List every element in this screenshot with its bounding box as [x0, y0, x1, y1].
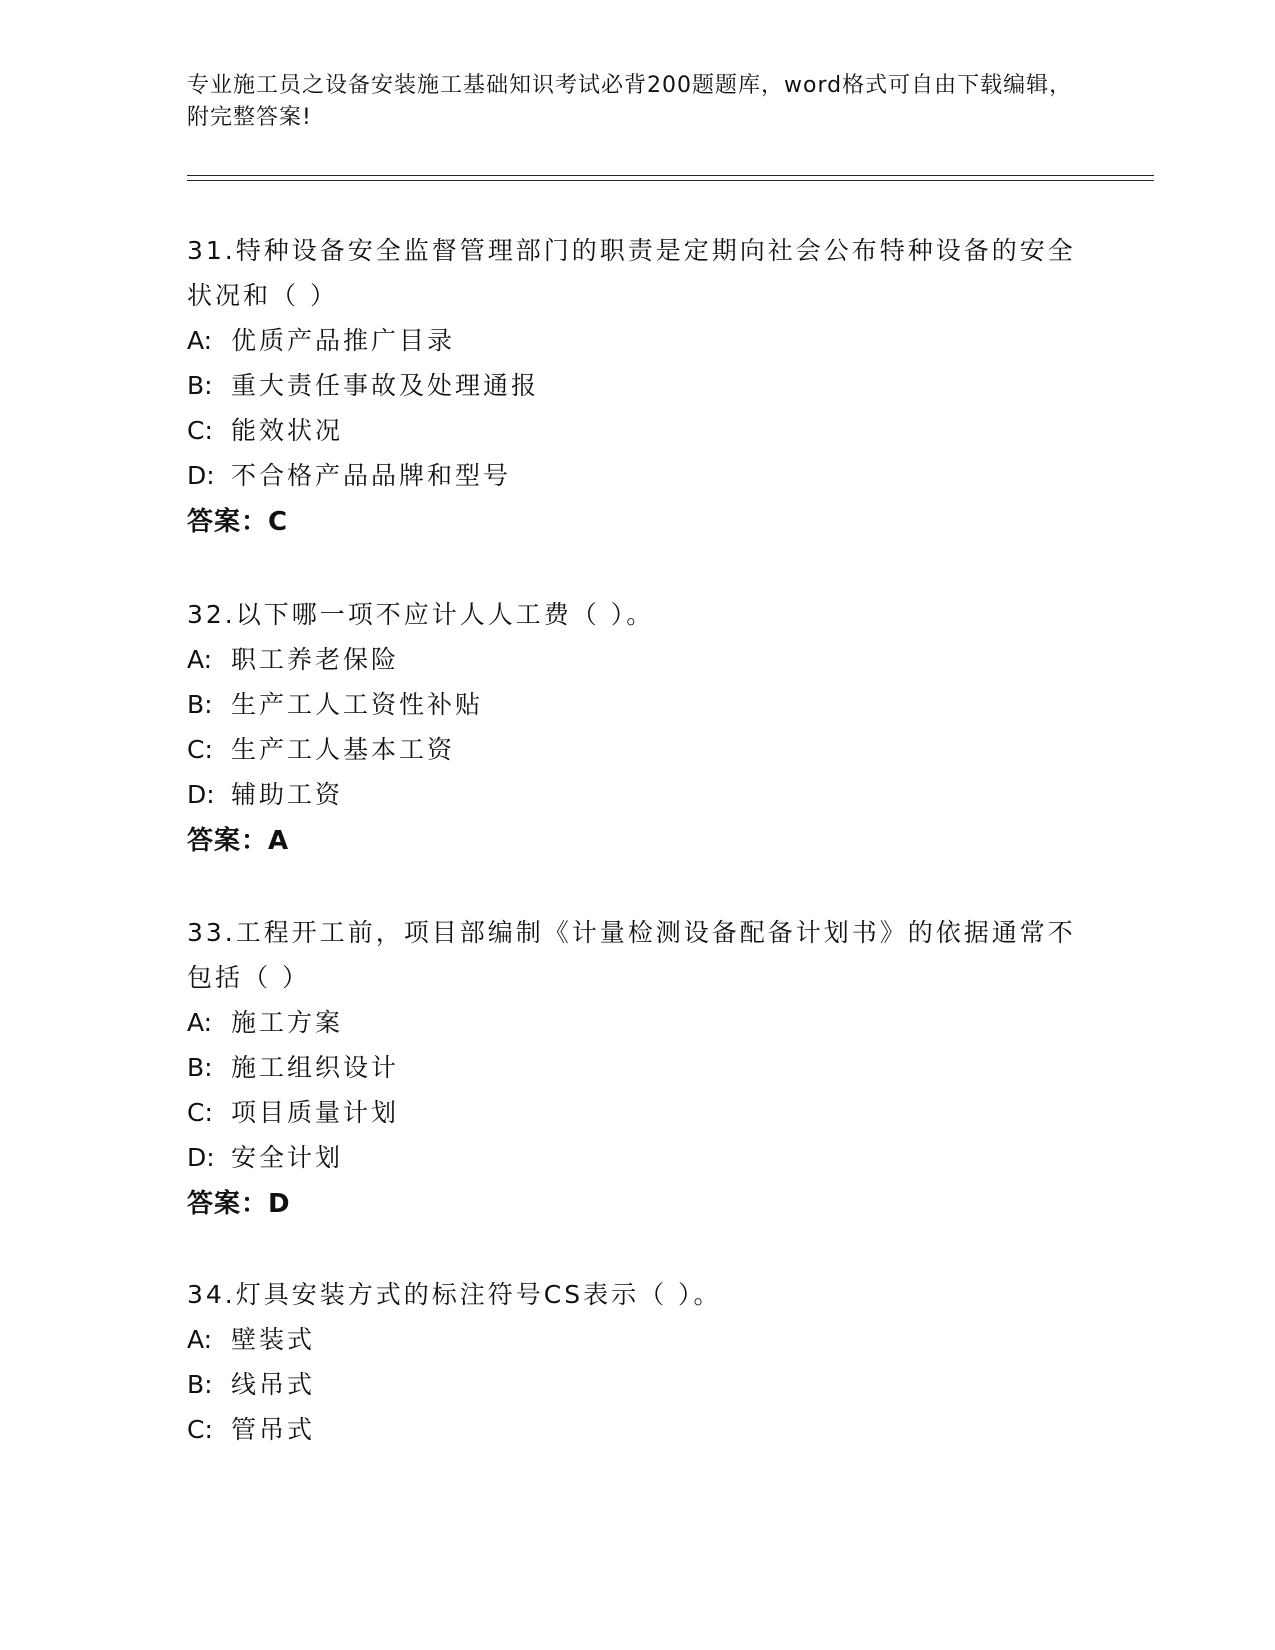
option-text: 生产工人工资性补贴 [231, 690, 484, 719]
option-text: 线吊式 [231, 1370, 316, 1399]
option-letter: A: [187, 1325, 213, 1354]
option-letter: B: [187, 1053, 213, 1082]
option-letter: B: [187, 690, 213, 719]
question-stem: 31.特种设备安全监督管理部门的职责是定期向社会公布特种设备的安全状况和（ ） [187, 236, 1076, 310]
option-b [187, 682, 1087, 727]
option-text: 职工养老保险 [231, 645, 400, 674]
question-stem: 34.灯具安装方式的标注符号CS表示（ ）。 [187, 1280, 722, 1309]
option-letter: C: [187, 735, 213, 764]
question-34 [187, 1272, 1087, 1452]
option-letter: C: [187, 1098, 213, 1127]
answer: 答案：C [187, 507, 289, 537]
option-c [187, 727, 1087, 772]
question-33 [187, 910, 1087, 1228]
option-text: 重大责任事故及处理通报 [231, 371, 540, 400]
option-a [187, 1317, 1087, 1362]
option-d [187, 1135, 1087, 1180]
option-text: 能效状况 [231, 416, 344, 445]
option-letter: C: [187, 1415, 213, 1444]
option-text: 优质产品推广目录 [231, 326, 456, 355]
option-letter: D: [187, 1143, 215, 1172]
option-text: 生产工人基本工资 [231, 735, 456, 764]
answer: 答案：A [187, 826, 290, 856]
option-a [187, 1000, 1087, 1045]
option-letter: D: [187, 461, 215, 490]
header-divider-bottom [187, 180, 1154, 181]
answer: 答案：D [187, 1189, 291, 1219]
option-text: 壁装式 [231, 1325, 316, 1354]
option-letter: D: [187, 780, 215, 809]
option-d [187, 453, 1087, 498]
question-32 [187, 592, 1087, 865]
option-a [187, 637, 1087, 682]
option-letter: B: [187, 1370, 213, 1399]
option-text: 管吊式 [231, 1415, 316, 1444]
question-31 [187, 228, 1087, 546]
question-stem: 32.以下哪一项不应计人人工费（ ）。 [187, 600, 655, 629]
option-c [187, 1407, 1087, 1452]
option-b [187, 1362, 1087, 1407]
option-letter: A: [187, 645, 213, 674]
option-text: 施工方案 [231, 1008, 344, 1037]
option-letter: A: [187, 1008, 213, 1037]
option-letter: A: [187, 326, 213, 355]
question-stem: 33.工程开工前，项目部编制《计量检测设备配备计划书》的依据通常不包括（ ） [187, 918, 1076, 992]
option-a [187, 318, 1087, 363]
option-text: 辅助工资 [231, 780, 344, 809]
option-c [187, 1090, 1087, 1135]
option-b [187, 363, 1087, 408]
option-d [187, 772, 1087, 817]
option-b [187, 1045, 1087, 1090]
option-text: 安全计划 [231, 1143, 344, 1172]
option-text: 项目质量计划 [231, 1098, 400, 1127]
option-letter: B: [187, 371, 213, 400]
document-header: 专业施工员之设备安装施工基础知识考试必背200题题库，word格式可自由下载编辑，附完整答案! [187, 73, 1073, 130]
option-text: 不合格产品品牌和型号 [231, 461, 512, 490]
option-letter: C: [187, 416, 213, 445]
option-c [187, 408, 1087, 453]
header-divider-top [187, 175, 1154, 176]
option-text: 施工组织设计 [231, 1053, 400, 1082]
